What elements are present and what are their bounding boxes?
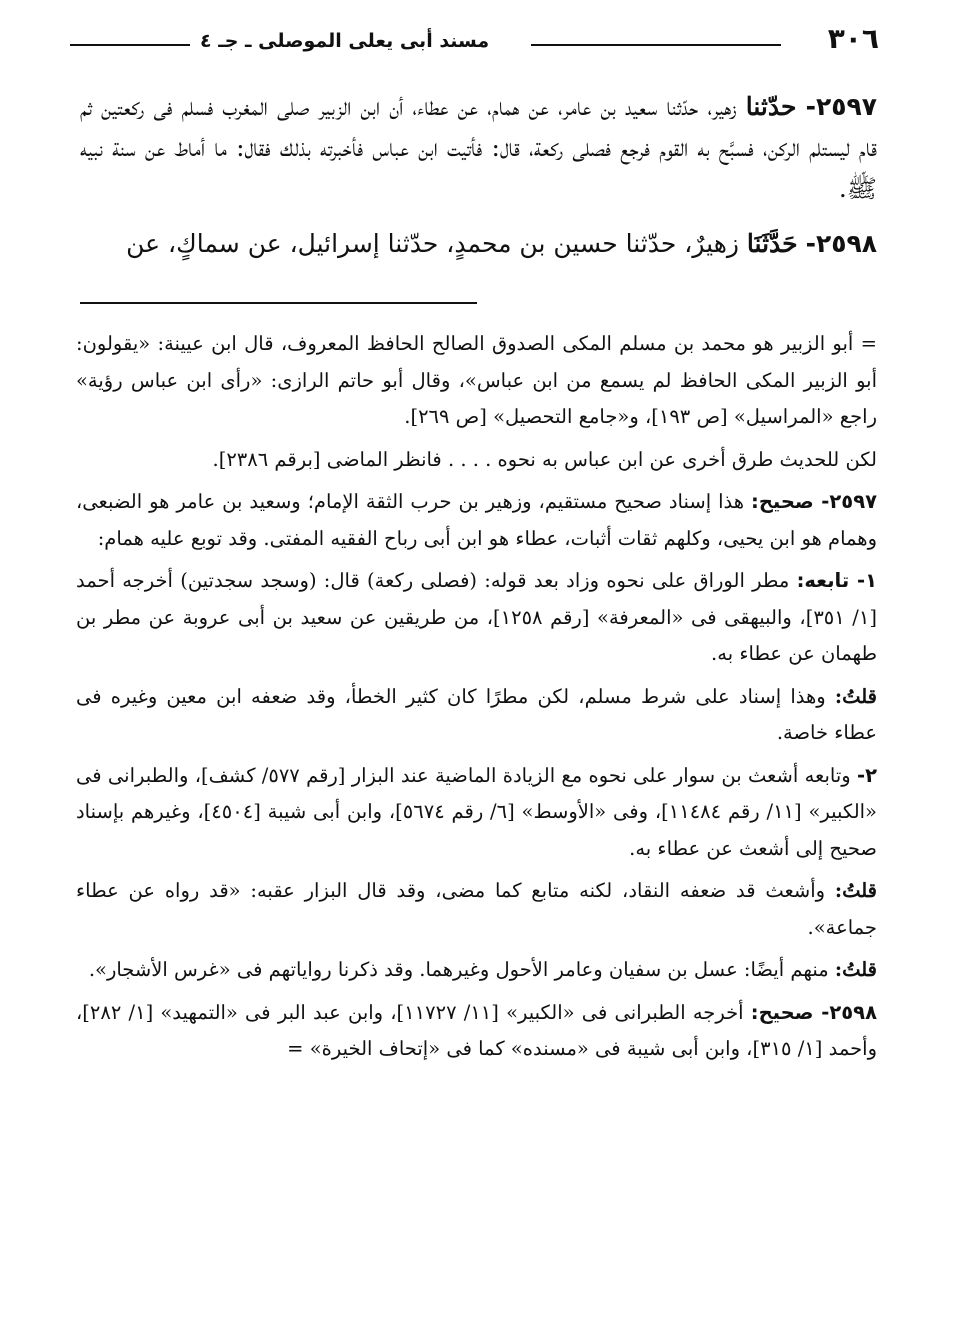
hadith-text: زهير، حدّثنا سعيد بن عامر، عن همام، عن عطاء، أن ابن الزبير صلى المغرب فسلم فى ركعتين ثم قام ليستلم الركن، فسبَّح به القوم فرجع فصلى ركعة، قال: فأتيت ابن عباس فأخبرته بذلك فقال: ما أماط عن سنة نبيه ﷺ. <box>80 92 877 203</box>
page-header <box>70 22 879 62</box>
note-number: ٢٥٩٨- صحيح: <box>750 1000 877 1024</box>
note-text: هذا إسناد صحيح مستقيم، وزهير بن حرب الثقة الإمام؛ وسعيد بن عامر هو الضبعى، وهمام هو ابن يحيى، وكلهم ثقات أثبات، عطاء هو ابن أبى رباح الفقيه المفتى. وقد توبع عليه همام: <box>76 490 877 550</box>
hadith-2598 <box>80 223 877 264</box>
note-2597 <box>76 484 877 557</box>
note-paragraph: لكن للحديث طرق أخرى عن ابن عباس به نحوه . . . . فانظر الماضى [برقم ٢٣٨٦]. <box>212 447 877 471</box>
header-rule-left <box>70 44 190 46</box>
hadith-number: ٢٥٩٧- <box>805 92 877 121</box>
note-lead: قلتُ: <box>834 879 877 902</box>
note-2598 <box>76 995 877 1068</box>
note-paragraph: = أبو الزبير هو محمد بن مسلم المكى الصدوق الصالح الحافظ المعروف، قال ابن عيينة: «يقولون: أبو الزبير المكى الحافظ لم يسمع من ابن عباس»، وقال أبو حاتم الرازى: «رأى ابن عباس رؤية» راجع «المراسيل» [ص ١٩٣]، و«جامع التحصيل» [ص ٢٦٩]. <box>76 332 877 428</box>
note-paragraph <box>76 563 877 673</box>
hadith-2597 <box>80 86 877 209</box>
note-number: ٢- <box>856 763 877 787</box>
footnotes <box>76 326 877 1074</box>
footnote-separator <box>80 302 477 304</box>
continuation-mark: = <box>287 1037 304 1060</box>
note-number: ٢٥٩٧- صحيح: <box>751 490 878 513</box>
note-lead: قلتُ: <box>834 958 877 981</box>
page-number: ٣٠٦ <box>827 22 879 55</box>
main-text <box>80 86 877 278</box>
note-number: ١- تابعه: <box>796 569 877 592</box>
hadith-lead: حَدَّثَنَا <box>746 229 798 258</box>
hadith-text: زهيرٌ، حدّثنا حسين بن محمدٍ، حدّثنا إسرائيل، عن سماكٍ، عن <box>126 229 739 258</box>
header-rule-right <box>531 44 781 46</box>
note-lead: قلتُ: <box>834 684 877 708</box>
note-text: وأشعث قد ضعفه النقاد، لكنه متابع كما مضى، وقد قال البزار عقبه: «قد رواه عن عطاء جماعة». <box>76 879 877 939</box>
hadith-lead: حدّثنا <box>745 92 797 121</box>
note-text: مطر الوراق على نحوه وزاد بعد قوله: (فصلى ركعة) قال: (وسجد سجدتين) أخرجه أحمد [١/ ٣٥١]، والبيهقى فى «المعرفة» [رقم ١٢٥٨]، من طريقين عن سعيد بن أبى عروبة عن مطر بن طهمان عن عطاء به. <box>76 569 877 665</box>
note-paragraph <box>76 758 877 868</box>
note-paragraph <box>76 679 877 752</box>
note-text: أخرجه الطبرانى فى «الكبير» [١١/ ١١٧٢٧]، وابن عبد البر فى «التمهيد» [١/ ٢٨٢]، وأحمد [١/ ٣١٥]، وابن أبى شيبة فى «مسنده» كما فى «إتحاف الخيرة» <box>76 1000 877 1060</box>
note-text: وتابعه أشعث بن سوار على نحوه مع الزيادة الماضية عند البزار [رقم ٥٧٧/ كشف]، والطبرانى فى «الكبير» [١١/ رقم ١١٤٨٤]، وفى «الأوسط» [٦/ رقم ٥٦٧٤]، وابن أبى شيبة [٤٥٠٤]، وغيرهم بإسناد صحيح إلى أشعث عن عطاء به. <box>76 763 877 860</box>
note-text: وهذا إسناد على شرط مسلم، لكن مطرًا كان كثير الخطأ، وقد ضعفه ابن معين وغيره فى عطاء خاصة. <box>76 684 877 744</box>
note-text: منهم أيضًا: عسل بن سفيان وعامر الأحول وغيرهما. وقد ذكرنا رواياتهم فى «غرس الأشجار». <box>88 958 829 981</box>
note-paragraph <box>76 952 877 989</box>
note-paragraph <box>76 873 877 946</box>
running-title: مسند أبى يعلى الموصلى ـ جـ ٤ <box>200 30 490 52</box>
hadith-number: ٢٥٩٨- <box>805 229 877 258</box>
